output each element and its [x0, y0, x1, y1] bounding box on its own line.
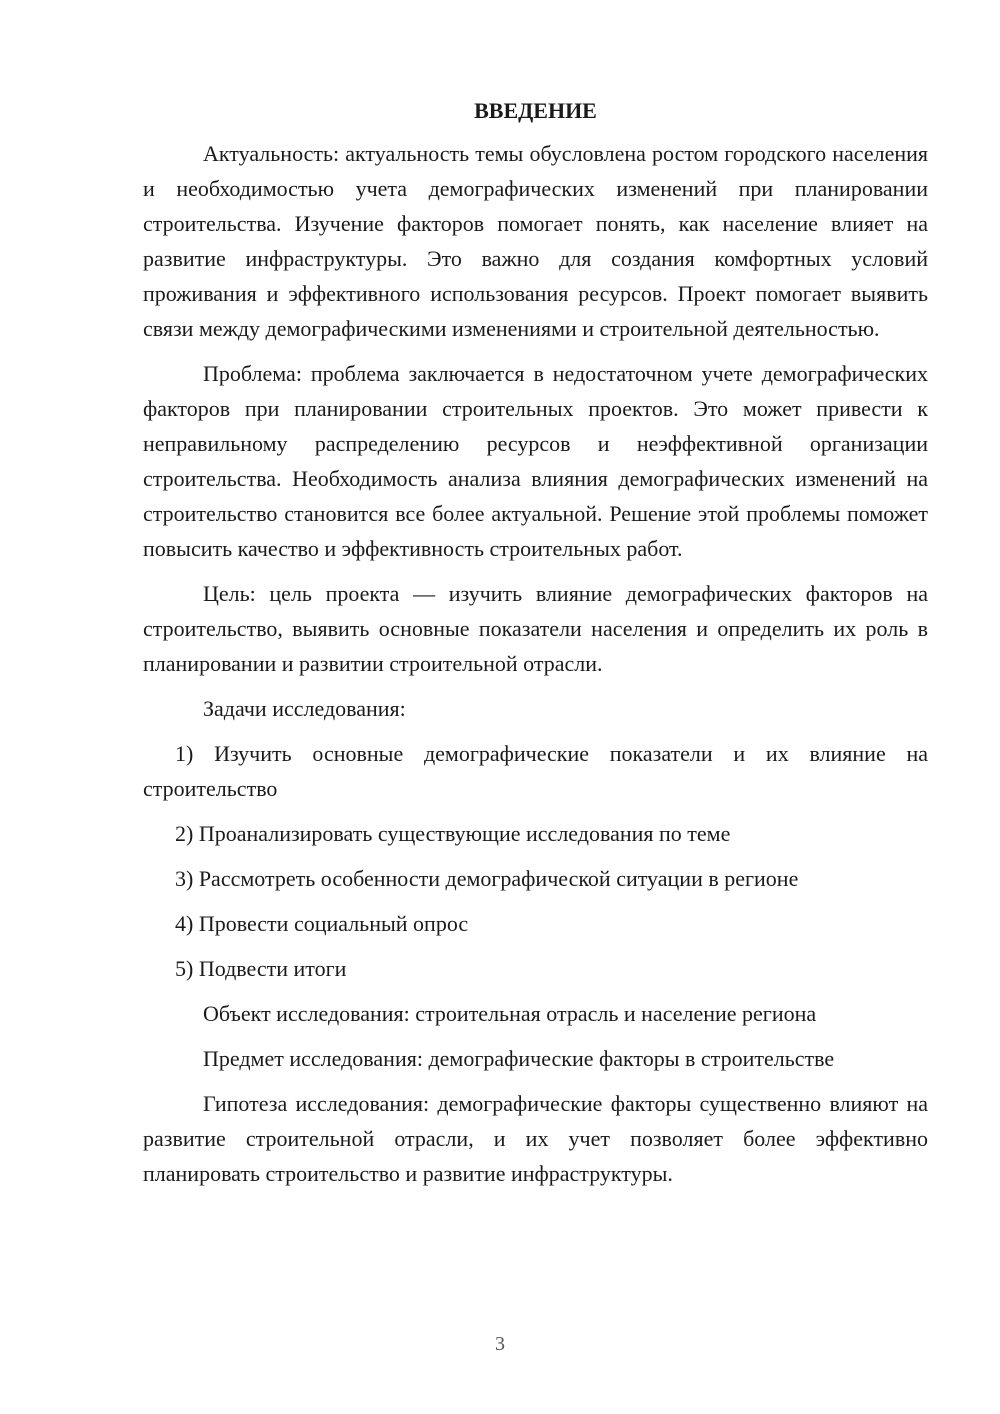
task-item-5: 5) Подвести итоги [175, 956, 347, 981]
goal-paragraph: Цель: цель проекта — изучить влияние демографических факторов на строительство, выявить основные показатели населения и определить их роль в планировании и развитии строительной отрасли. [143, 581, 928, 676]
relevance-paragraph: Актуальность: актуальность темы обусловлена ростом городского населения и необходимостью учета демографических изменений при планировании строительства. Изучение факторов помогает понять, как население влияет на развитие инфраструктуры. Это важно для создания комфортных условий проживания и эффективного использования ресурсов. Проект помогает выявить связи между демографическими изменениями и строительной деятельностью. [143, 141, 928, 341]
page-title: ВВЕДЕНИЕ [474, 98, 597, 123]
research-subject-paragraph: Предмет исследования: демографические факторы в строительстве [203, 1046, 835, 1071]
document-page [143, 96, 928, 1201]
task-item-4: 4) Провести социальный опрос [175, 911, 469, 936]
tasks-heading: Задачи исследования: [203, 696, 406, 721]
task-item-2: 2) Проанализировать существующие исследования по теме [175, 821, 731, 846]
hypothesis-paragraph: Гипотеза исследования: демографические факторы существенно влияют на развитие строительной отрасли, и их учет позволяет более эффективно планировать строительство и развитие инфраструктуры. [143, 1091, 928, 1186]
task-item-3: 3) Рассмотреть особенности демографической ситуации в регионе [175, 866, 799, 891]
task-item-1: 1) Изучить основные демографические показатели и их влияние на строительство [143, 741, 928, 801]
page-number: 3 [495, 1333, 505, 1355]
research-object-paragraph: Объект исследования: строительная отрасль и население региона [203, 1001, 817, 1026]
problem-paragraph: Проблема: проблема заключается в недостаточном учете демографических факторов при планировании строительных проектов. Это может привести к неправильному распределению ресурсов и неэффективной организации строительства. Необходимость анализа влияния демографических изменений на строительство становится все более актуальной. Решение этой проблемы поможет повысить качество и эффективность строительных работ. [143, 361, 928, 561]
